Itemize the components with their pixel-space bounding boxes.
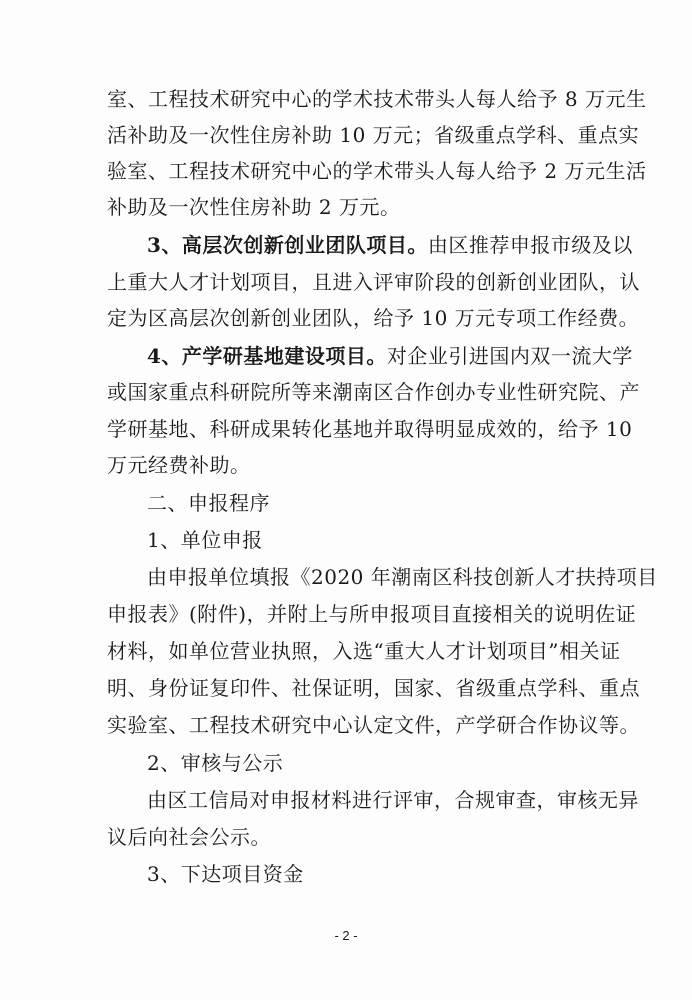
text-line: 明、身份证复印件、社保证明，国家、省级重点学科、重点 xyxy=(107,676,640,700)
text-line: 材料，如单位营业执照，入选“重大人才计划项目”相关证 xyxy=(107,639,621,663)
text-line: 议后向社会公示。 xyxy=(107,825,271,849)
text-line: 室、工程技术研究中心的学术技术带头人每人给予 8 万元生 xyxy=(107,87,647,111)
text-line: 学研基地、科研成果转化基地并取得明显成效的，给予 10 xyxy=(107,417,633,441)
item-4-heading-line xyxy=(147,344,633,368)
text-line: 由区工信局对申报材料进行评审，合规审查，审核无异 xyxy=(147,788,639,812)
text-line: 由区推荐申报市级及以 xyxy=(427,233,633,257)
item-3-heading-line xyxy=(147,233,633,257)
text-line: 对企业引进国内双一流大学 xyxy=(386,344,633,368)
text-line: 申报表》(附件)，并附上与所申报项目直接相关的说明佐证 xyxy=(107,602,637,626)
subsection-heading: 2、审核与公示 xyxy=(147,751,284,775)
text-line: 万元经费补助。 xyxy=(107,453,251,477)
text-line: 或国家重点科研院所等来潮南区合作创办专业性研究院、产 xyxy=(107,380,640,404)
text-line: 活补助及一次性住房补助 10 万元；省级重点学科、重点实 xyxy=(107,123,640,147)
subsection-heading: 3、下达项目资金 xyxy=(147,862,304,886)
section-heading: 二、申报程序 xyxy=(147,491,270,515)
text-line: 实验室、工程技术研究中心认定文件，产学研合作协议等。 xyxy=(107,713,640,737)
page-number: - 2 - xyxy=(334,928,358,943)
text-line: 定为区高层次创新创业团队，给予 10 万元专项工作经费。 xyxy=(107,306,640,330)
text-line: 由申报单位填报《2020 年潮南区科技创新人才扶持项目 xyxy=(147,565,658,589)
subsection-heading: 1、单位申报 xyxy=(147,528,263,552)
text-line: 上重大人才计划项目，且进入评审阶段的创新创业团队，认 xyxy=(107,270,640,294)
text-line: 补助及一次性住房补助 2 万元。 xyxy=(107,195,401,219)
item-4-title: 4、产学研基地建设项目。 xyxy=(147,344,387,368)
item-3-title: 3、高层次创新创业团队项目。 xyxy=(147,233,428,257)
text-line: 验室、工程技术研究中心的学术带头人每人给予 2 万元生活 xyxy=(107,159,647,183)
